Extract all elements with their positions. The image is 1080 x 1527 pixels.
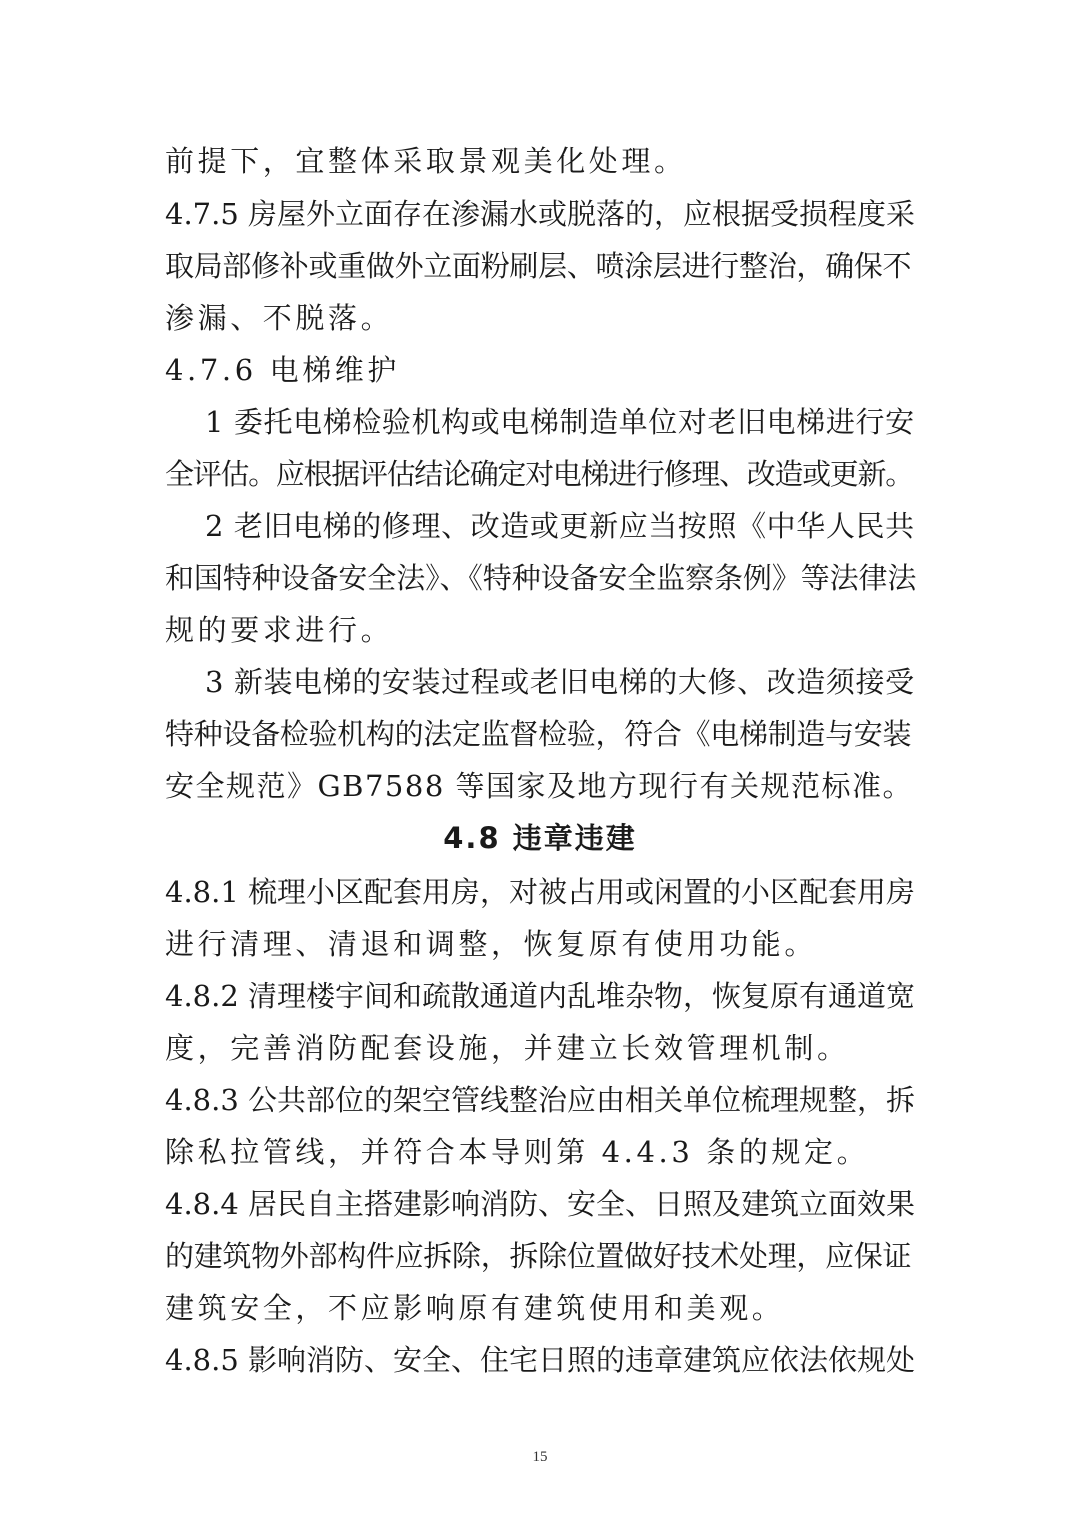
text-line: 2 老旧电梯的修理、改造或更新应当按照《中华人民共 bbox=[205, 509, 915, 543]
page-number: 15 bbox=[532, 1449, 548, 1465]
text-line: 取局部修补或重做外立面粉刷层、喷涂层进行整治，确保不 bbox=[165, 249, 912, 283]
text-line: 4.8.1 梳理小区配套用房，对被占用或闲置的小区配套用房 bbox=[165, 875, 916, 909]
text-line: 4.8.4 居民自主搭建影响消防、安全、日照及建筑立面效果 bbox=[165, 1187, 916, 1221]
text-line: 的建筑物外部构件应拆除，拆除位置做好技术处理，应保证 bbox=[165, 1239, 912, 1273]
text-line: 4.7.5 房屋外立面存在渗漏水或脱落的，应根据受损程度采 bbox=[165, 197, 916, 231]
text-line: 度，完善消防配套设施，并建立长效管理机制。 bbox=[165, 1031, 850, 1065]
text-line: 全评估。应根据评估结论确定对电梯进行修理、改造或更新。 bbox=[165, 457, 913, 491]
text-line: 安全规范》GB7588 等国家及地方现行有关规范标准。 bbox=[165, 769, 913, 803]
text-line: 前提下，宜整体采取景观美化处理。 bbox=[165, 144, 687, 178]
text-line: 3 新装电梯的安装过程或老旧电梯的大修、改造须接受 bbox=[205, 665, 915, 699]
text-line: 4.8.2 清理楼宇间和疏散通道内乱堆杂物，恢复原有通道宽 bbox=[165, 979, 916, 1013]
text-line: 规的要求进行。 bbox=[165, 613, 394, 647]
section-heading: 4.8 违章违建 bbox=[443, 821, 637, 855]
text-line: 和国特种设备安全法》、《特种设备安全监察条例》等法律法 bbox=[165, 561, 917, 595]
text-line: 4.8.3 公共部位的架空管线整治应由相关单位梳理规整，拆 bbox=[165, 1083, 916, 1117]
text-line: 4.8.5 影响消防、安全、住宅日照的违章建筑应依法依规处 bbox=[165, 1343, 916, 1377]
text-line: 4.7.6 电梯维护 bbox=[165, 353, 401, 387]
text-line: 渗漏、不脱落。 bbox=[165, 301, 394, 335]
text-line: 建筑安全，不应影响原有建筑使用和美观。 bbox=[165, 1291, 785, 1325]
text-line: 特种设备检验机构的法定监督检验，符合《电梯制造与安装 bbox=[165, 717, 912, 751]
text-line: 除私拉管线，并符合本导则第 4.4.3 条的规定。 bbox=[165, 1135, 870, 1169]
text-line: 进行清理、清退和调整，恢复原有使用功能。 bbox=[165, 927, 818, 961]
text-line: 1 委托电梯检验机构或电梯制造单位对老旧电梯进行安 bbox=[205, 405, 915, 439]
